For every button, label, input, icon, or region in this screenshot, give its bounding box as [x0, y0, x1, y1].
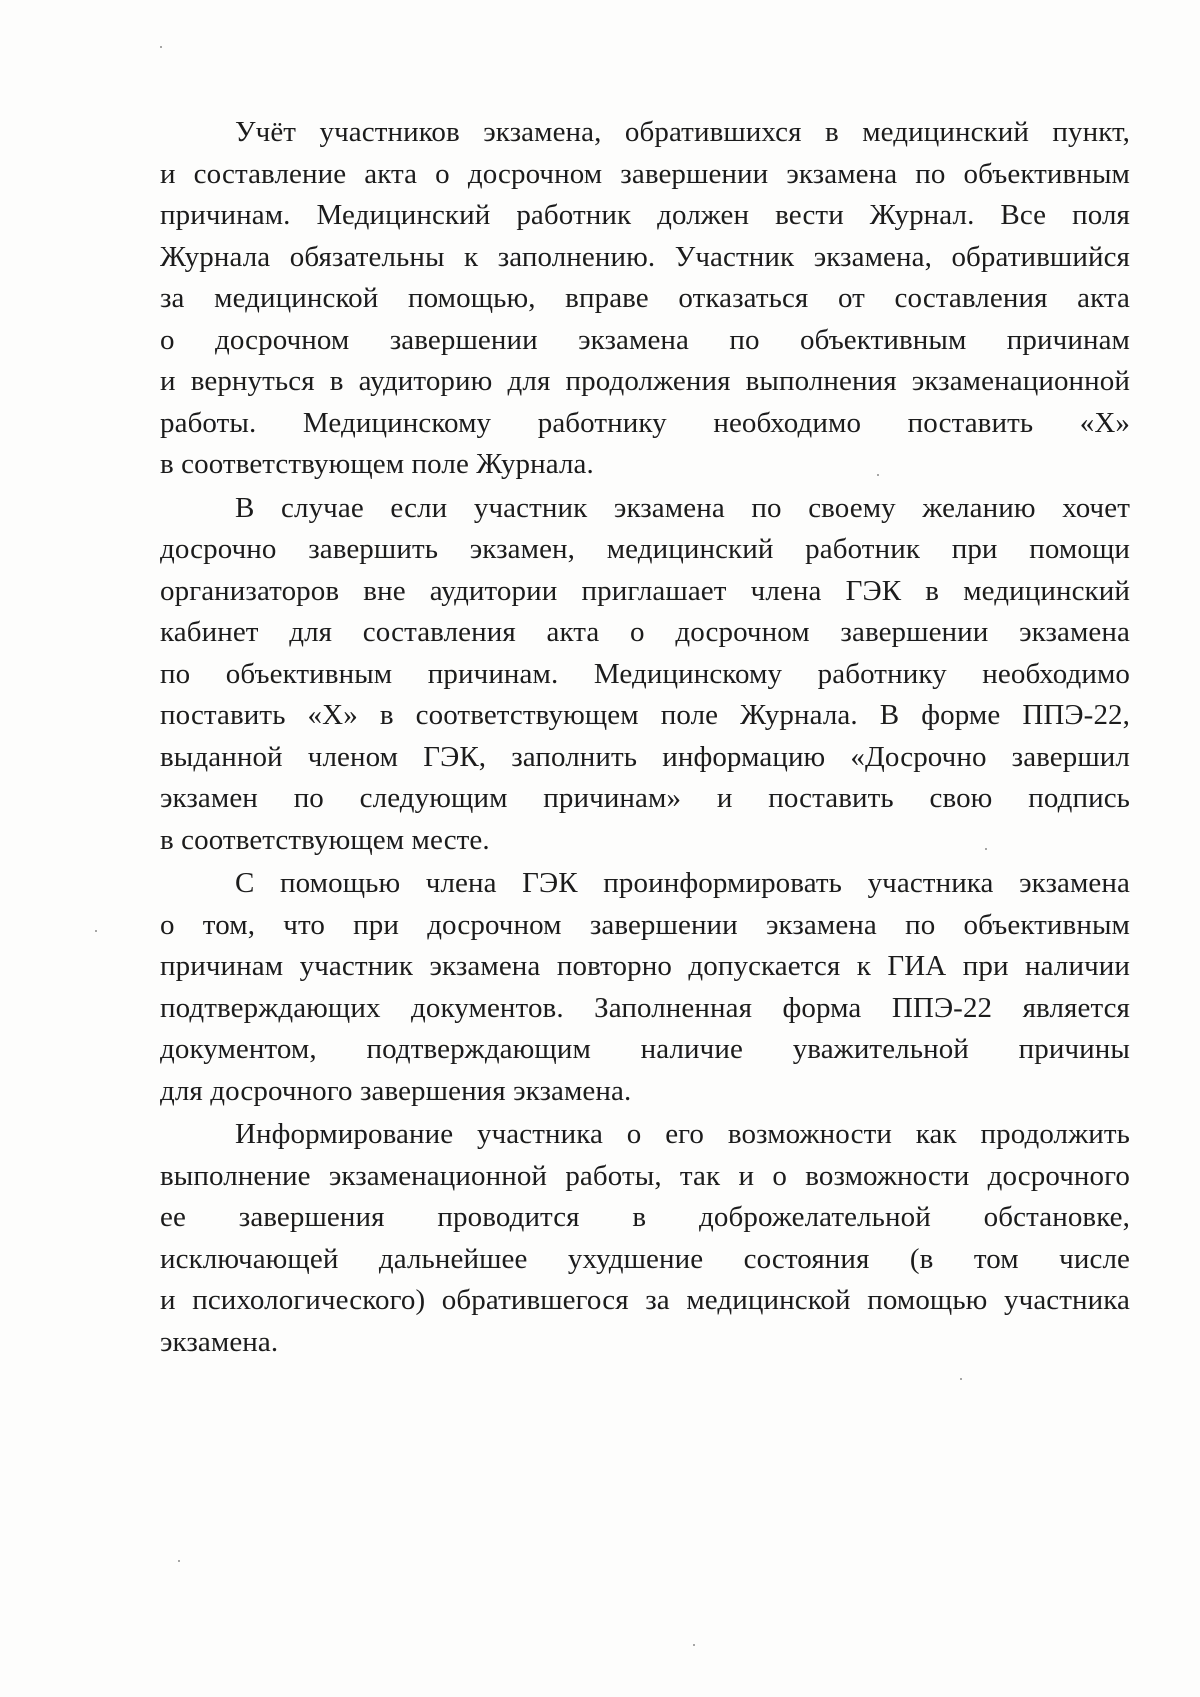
scan-speck: [178, 1560, 180, 1562]
text-line: Информирование участника о его возможности как продолжить: [235, 1118, 1130, 1150]
paragraph: [160, 488, 1130, 862]
text-line: причинам участник экзамена повторно допускается к ГИА при наличии: [160, 950, 1130, 982]
text-line: для досрочного завершения экзамена.: [160, 1074, 632, 1107]
paragraph: [160, 863, 1130, 1112]
text-line: Учёт участников экзамена, обратившихся в медицинский пункт,: [235, 116, 1130, 148]
text-line: и вернуться в аудиторию для продолжения выполнения экзаменационной: [160, 365, 1130, 397]
scan-speck: [985, 848, 987, 850]
text-line: работы. Медицинскому работнику необходимо поставить «Х»: [160, 406, 1130, 439]
text-line: С помощью члена ГЭК проинформировать участника экзамена: [235, 867, 1130, 899]
text-line: экзамен по следующим причинам» и поставить свою подпись: [160, 782, 1130, 814]
text-line: досрочно завершить экзамен, медицинский работник при помощи: [160, 533, 1130, 565]
document-body: [160, 112, 1130, 1363]
text-line: выполнение экзаменационной работы, так и о возможности досрочного: [160, 1159, 1130, 1192]
text-line: и психологического) обратившегося за медицинской помощью участника: [160, 1284, 1130, 1316]
text-line: о досрочном завершении экзамена по объективным причинам: [160, 323, 1130, 356]
text-line: за медицинской помощью, вправе отказаться от составления акта: [160, 282, 1130, 314]
paragraph: [160, 1114, 1130, 1363]
text-line: в соответствующем месте.: [160, 823, 490, 856]
text-line: подтверждающих документов. Заполненная форма ППЭ-22 является: [160, 991, 1130, 1024]
text-line: кабинет для составления акта о досрочном завершении экзамена: [160, 616, 1130, 648]
text-line: Журнала обязательны к заполнению. Участник экзамена, обратившийся: [160, 240, 1130, 273]
text-line: В случае если участник экзамена по своему желанию хочет: [235, 491, 1130, 524]
text-line: организаторов вне аудитории приглашает члена ГЭК в медицинский: [160, 574, 1130, 607]
paragraph: [160, 112, 1130, 486]
text-line: и составление акта о досрочном завершении экзамена по объективным: [160, 157, 1130, 190]
scan-speck: [95, 930, 97, 932]
text-line: по объективным причинам. Медицинскому работнику необходимо: [160, 657, 1130, 690]
text-line: ее завершения проводится в доброжелательной обстановке,: [160, 1201, 1130, 1233]
text-line: о том, что при досрочном завершении экзамена по объективным: [160, 908, 1130, 941]
text-line: экзамена.: [160, 1325, 279, 1358]
text-line: документом, подтверждающим наличие уважительной причины: [160, 1033, 1130, 1065]
scan-speck: [960, 1378, 962, 1380]
scan-speck: [160, 46, 162, 48]
text-line: в соответствующем поле Журнала.: [160, 448, 594, 480]
text-line: исключающей дальнейшее ухудшение состояния (в том числе: [160, 1242, 1130, 1275]
scan-speck: [693, 1644, 695, 1646]
scan-speck: [877, 474, 879, 476]
text-line: выданной членом ГЭК, заполнить информацию «Досрочно завершил: [160, 740, 1130, 773]
text-line: поставить «Х» в соответствующем поле Журнала. В форме ППЭ-22,: [160, 699, 1130, 731]
text-line: причинам. Медицинский работник должен вести Журнал. Все поля: [160, 199, 1130, 231]
